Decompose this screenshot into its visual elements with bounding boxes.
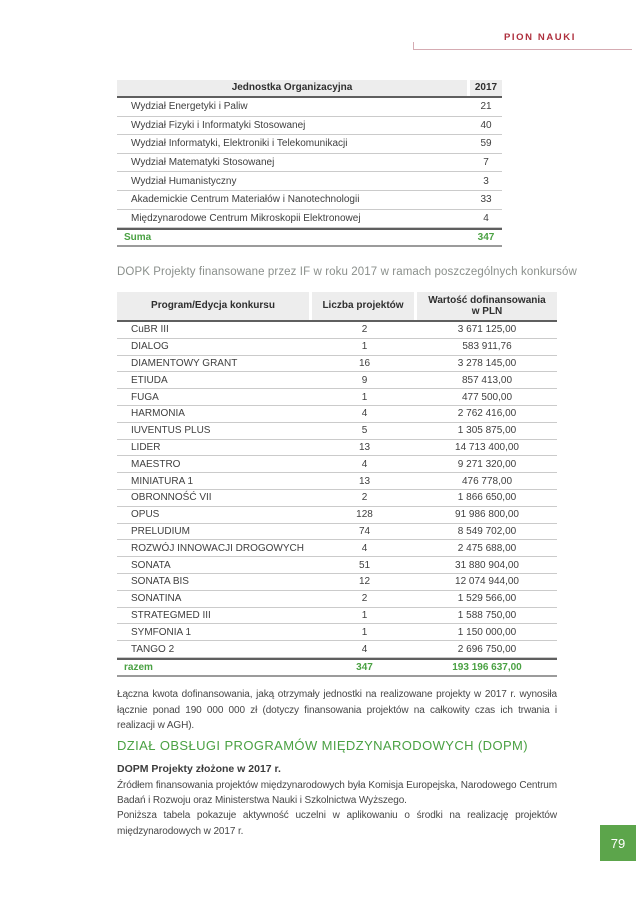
funding-value: 12 074 944,00 (455, 576, 519, 588)
org-unit-name: Wydział Humanistyczny (131, 175, 237, 187)
program-name: TANGO 2 (131, 643, 175, 655)
project-count: 2 (361, 324, 368, 336)
funding-value: 3 671 125,00 (457, 324, 517, 336)
funding-value: 31 880 904,00 (455, 559, 519, 571)
total-funding: 193 196 637,00 (452, 661, 522, 673)
program-name: MINIATURA 1 (131, 475, 194, 487)
page-number-badge: 79 (600, 825, 636, 861)
table-row (117, 591, 557, 608)
table-row (117, 473, 557, 490)
table-row (117, 172, 502, 191)
project-count: 1 (361, 391, 368, 403)
project-count: 12 (358, 576, 371, 588)
org-unit-name: Wydział Energetyki i Paliw (131, 101, 248, 113)
funding-summary-paragraph: Łączna kwota dofinansowania, jaką otrzymały jednostki na realizowane projekty w 2017 r. wynosiła łącznie ponad 190 000 000 zł (dotyczy finansowania projektów na całkowity czas ich trwania i realizacji w AGH). (117, 689, 557, 731)
org-units-total-row (117, 228, 502, 247)
section-label: PION NAUKI (504, 32, 576, 43)
funding-value: 3 278 145,00 (457, 357, 517, 369)
total-value: 347 (477, 232, 495, 244)
org-unit-name: Wydział Matematyki Stosowanej (131, 157, 275, 169)
program-name: HARMONIA (131, 408, 185, 420)
funding-value: 8 549 702,00 (457, 525, 517, 537)
programs-total-row (117, 658, 557, 677)
program-name: FUGA (131, 391, 159, 403)
org-unit-name: Akademickie Centrum Materiałów i Nanotechnologii (131, 194, 360, 206)
program-name: OPUS (131, 509, 160, 521)
program-name: PRELUDIUM (131, 525, 190, 537)
program-name: ETIUDA (131, 374, 168, 386)
table-row (117, 154, 502, 173)
program-name: ROZWÓJ INNOWACJI DROGOWYCH (131, 542, 304, 554)
org-unit-count: 40 (480, 119, 492, 131)
program-name: SYMFONIA 1 (131, 626, 192, 638)
program-name: MAESTRO (131, 458, 181, 470)
table-row (117, 557, 557, 574)
org-units-table-body (117, 98, 502, 228)
funding-value: 2 475 688,00 (457, 542, 517, 554)
table-row (117, 372, 557, 389)
table-row (117, 524, 557, 541)
project-count: 4 (361, 542, 368, 554)
program-name: DIALOG (131, 341, 169, 353)
project-count: 2 (361, 593, 368, 605)
column-header-unit: Jednostka Organizacyjna (117, 80, 467, 96)
project-count: 9 (361, 374, 368, 386)
programs-table (117, 292, 557, 677)
program-name: SONATINA (131, 593, 182, 605)
total-label: razem (124, 661, 153, 673)
table-row (117, 641, 557, 658)
table-row (117, 356, 557, 373)
funding-value: 477 500,00 (461, 391, 513, 403)
funding-value: 1 305 875,00 (457, 425, 517, 437)
total-label: Suma (124, 232, 152, 244)
funding-value: 1 588 750,00 (457, 609, 517, 621)
org-unit-count: 33 (480, 194, 492, 206)
table-row (117, 423, 557, 440)
table-row (117, 440, 557, 457)
project-count: 51 (358, 559, 371, 571)
program-name: DIAMENTOWY GRANT (131, 357, 238, 369)
project-count: 74 (358, 525, 371, 537)
project-count: 5 (361, 425, 368, 437)
funding-value: 2 696 750,00 (457, 643, 517, 655)
table-row (117, 135, 502, 154)
org-unit-count: 4 (483, 212, 489, 224)
project-count: 4 (361, 408, 368, 420)
column-header-program: Program/Edycja konkursu (117, 292, 309, 320)
project-count: 1 (361, 626, 368, 638)
table-row (117, 389, 557, 406)
table-row (117, 339, 557, 356)
table-row (117, 574, 557, 591)
org-unit-count: 7 (483, 157, 489, 169)
project-count: 13 (358, 441, 371, 453)
program-name: LIDER (131, 441, 161, 453)
funding-value: 2 762 416,00 (457, 408, 517, 420)
header-rule-line (413, 42, 632, 50)
dopk-section-subtitle: DOPK Projekty finansowane przez IF w roku 2017 w ramach poszczególnych konkursów (117, 266, 577, 278)
table-row (117, 406, 557, 423)
funding-value: 14 713 400,00 (455, 441, 519, 453)
table-row (117, 624, 557, 641)
project-count: 4 (361, 458, 368, 470)
org-units-table (117, 80, 502, 247)
org-unit-name: Wydział Informatyki, Elektroniki i Telekomunikacji (131, 138, 348, 150)
funding-value: 1 529 566,00 (457, 593, 517, 605)
dopm-subheading: DOPM Projekty złożone w 2017 r. (117, 763, 281, 775)
program-name: IUVENTUS PLUS (131, 425, 211, 437)
table-row (117, 540, 557, 557)
org-unit-count: 3 (483, 175, 489, 187)
total-count: 347 (356, 661, 373, 673)
table-row (117, 608, 557, 625)
project-count: 2 (361, 492, 368, 504)
programs-table-body (117, 322, 557, 658)
table-row (117, 98, 502, 117)
table-row (117, 456, 557, 473)
org-unit-name: Międzynarodowe Centrum Mikroskopii Elektronowej (131, 212, 361, 224)
column-header-year: 2017 (470, 80, 502, 96)
org-unit-count: 59 (480, 138, 492, 150)
dopm-section-title: DZIAŁ OBSŁUGI PROGRAMÓW MIĘDZYNARODOWYCH (DOPM) (117, 738, 528, 753)
program-name: SONATA (131, 559, 171, 571)
funding-value: 91 986 800,00 (455, 509, 519, 521)
funding-value: 1 150 000,00 (457, 626, 517, 638)
column-header-funding: Wartość dofinansowania w PLN (417, 292, 557, 320)
program-name: OBRONNOŚĆ VII (131, 492, 212, 504)
funding-value: 1 866 650,00 (457, 492, 517, 504)
project-count: 1 (361, 341, 368, 353)
dopm-paragraph-sources: Źródłem finansowania projektów międzynarodowych była Komisja Europejska, Narodowego Centrum Badań i Rozwoju oraz Ministerstwa Nauki i Szkolnictwa Wyższego. (117, 780, 557, 807)
org-units-table-header (117, 80, 502, 98)
dopm-paragraphs (117, 778, 557, 839)
table-row (117, 210, 502, 229)
project-count: 13 (358, 475, 371, 487)
project-count: 128 (356, 509, 373, 521)
table-row (117, 490, 557, 507)
table-row (117, 117, 502, 136)
funding-value: 476 778,00 (461, 475, 513, 487)
table-row (117, 507, 557, 524)
funding-value: 857 413,00 (461, 374, 513, 386)
column-header-project-count: Liczba projektów (312, 292, 414, 320)
project-count: 4 (361, 643, 368, 655)
project-count: 16 (358, 357, 371, 369)
org-unit-count: 21 (480, 101, 492, 113)
program-name: SONATA BIS (131, 576, 189, 588)
funding-value: 9 271 320,00 (457, 458, 517, 470)
programs-table-header (117, 292, 557, 322)
dopm-paragraph-table-intro: Poniższa tabela pokazuje aktywność uczelni w aplikowaniu o środki na realizację projektów międzynarodowych w 2017 r. (117, 810, 557, 837)
table-row (117, 191, 502, 210)
funding-value: 583 911,76 (462, 341, 512, 353)
org-unit-name: Wydział Fizyki i Informatyki Stosowanej (131, 119, 306, 131)
program-name: STRATEGMED III (131, 609, 211, 621)
project-count: 1 (361, 609, 368, 621)
program-name: CuBR III (131, 324, 169, 336)
table-row (117, 322, 557, 339)
